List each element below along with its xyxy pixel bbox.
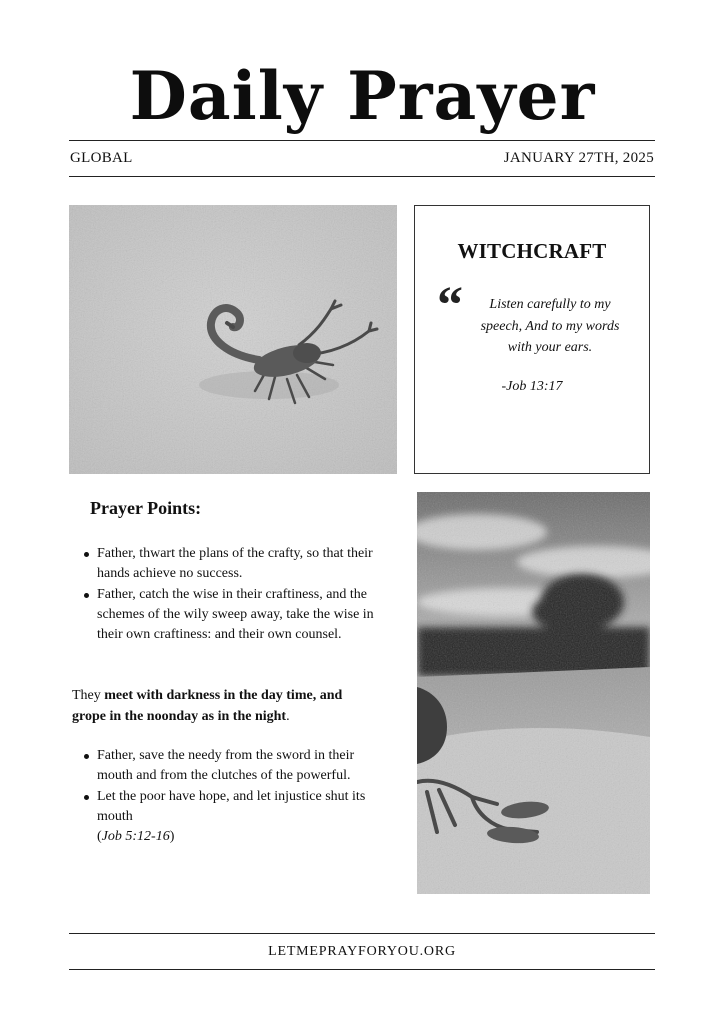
prayer-points-list — [97, 746, 387, 847]
note-prefix: They — [72, 688, 105, 703]
scripture-quote-box — [414, 205, 650, 474]
masthead-title: Daily Prayer — [129, 57, 596, 135]
dateline-divider — [69, 176, 655, 177]
footer-bottom-divider — [69, 969, 655, 970]
list-item: Father, catch the wise in their craftiness, and the schemes of the wily sweep away, take the wise in their own craftiness: and their own counsel. — [97, 585, 387, 646]
note-suffix: . — [286, 709, 290, 724]
list-item-text: Let the poor have hope, and let injustice shut its mouth — [97, 788, 366, 824]
reference-close-paren: ) — [169, 829, 175, 845]
reference-open-paren: ( — [97, 829, 102, 845]
prayer-points-heading: Prayer Points: — [90, 498, 202, 518]
open-quote-icon: “ — [437, 277, 463, 334]
prayer-points-list — [97, 544, 387, 645]
note-emphasis: meet with darkness in the day time, and grope in the noonday as in the night — [72, 688, 343, 724]
list-item — [97, 787, 387, 848]
scorpion-closeup-with-tree-photo — [417, 492, 650, 894]
scripture-note — [72, 685, 372, 727]
quote-reference: -Job 13:17 — [501, 379, 563, 394]
reference-text: Job 5:12-16 — [101, 829, 170, 845]
region-label: GLOBAL — [70, 150, 133, 166]
dateline — [69, 141, 655, 176]
list-item: Father, save the needy from the sword in their mouth and from the clutches of the powerful. — [97, 746, 387, 787]
issue-date: JANUARY 27TH, 2025 — [503, 150, 654, 166]
footer-site-link[interactable]: LETMEPRAYFORYOU.ORG — [268, 943, 456, 959]
quote-text: Listen carefully to my speech, And to my words with your ears. — [480, 297, 620, 355]
list-item: Father, thwart the plans of the crafty, so that their hands achieve no success. — [97, 544, 387, 585]
scorpion-on-sand-photo — [69, 205, 397, 474]
scripture-reference — [97, 829, 174, 844]
quote-box-title: WITCHCRAFT — [457, 239, 607, 263]
